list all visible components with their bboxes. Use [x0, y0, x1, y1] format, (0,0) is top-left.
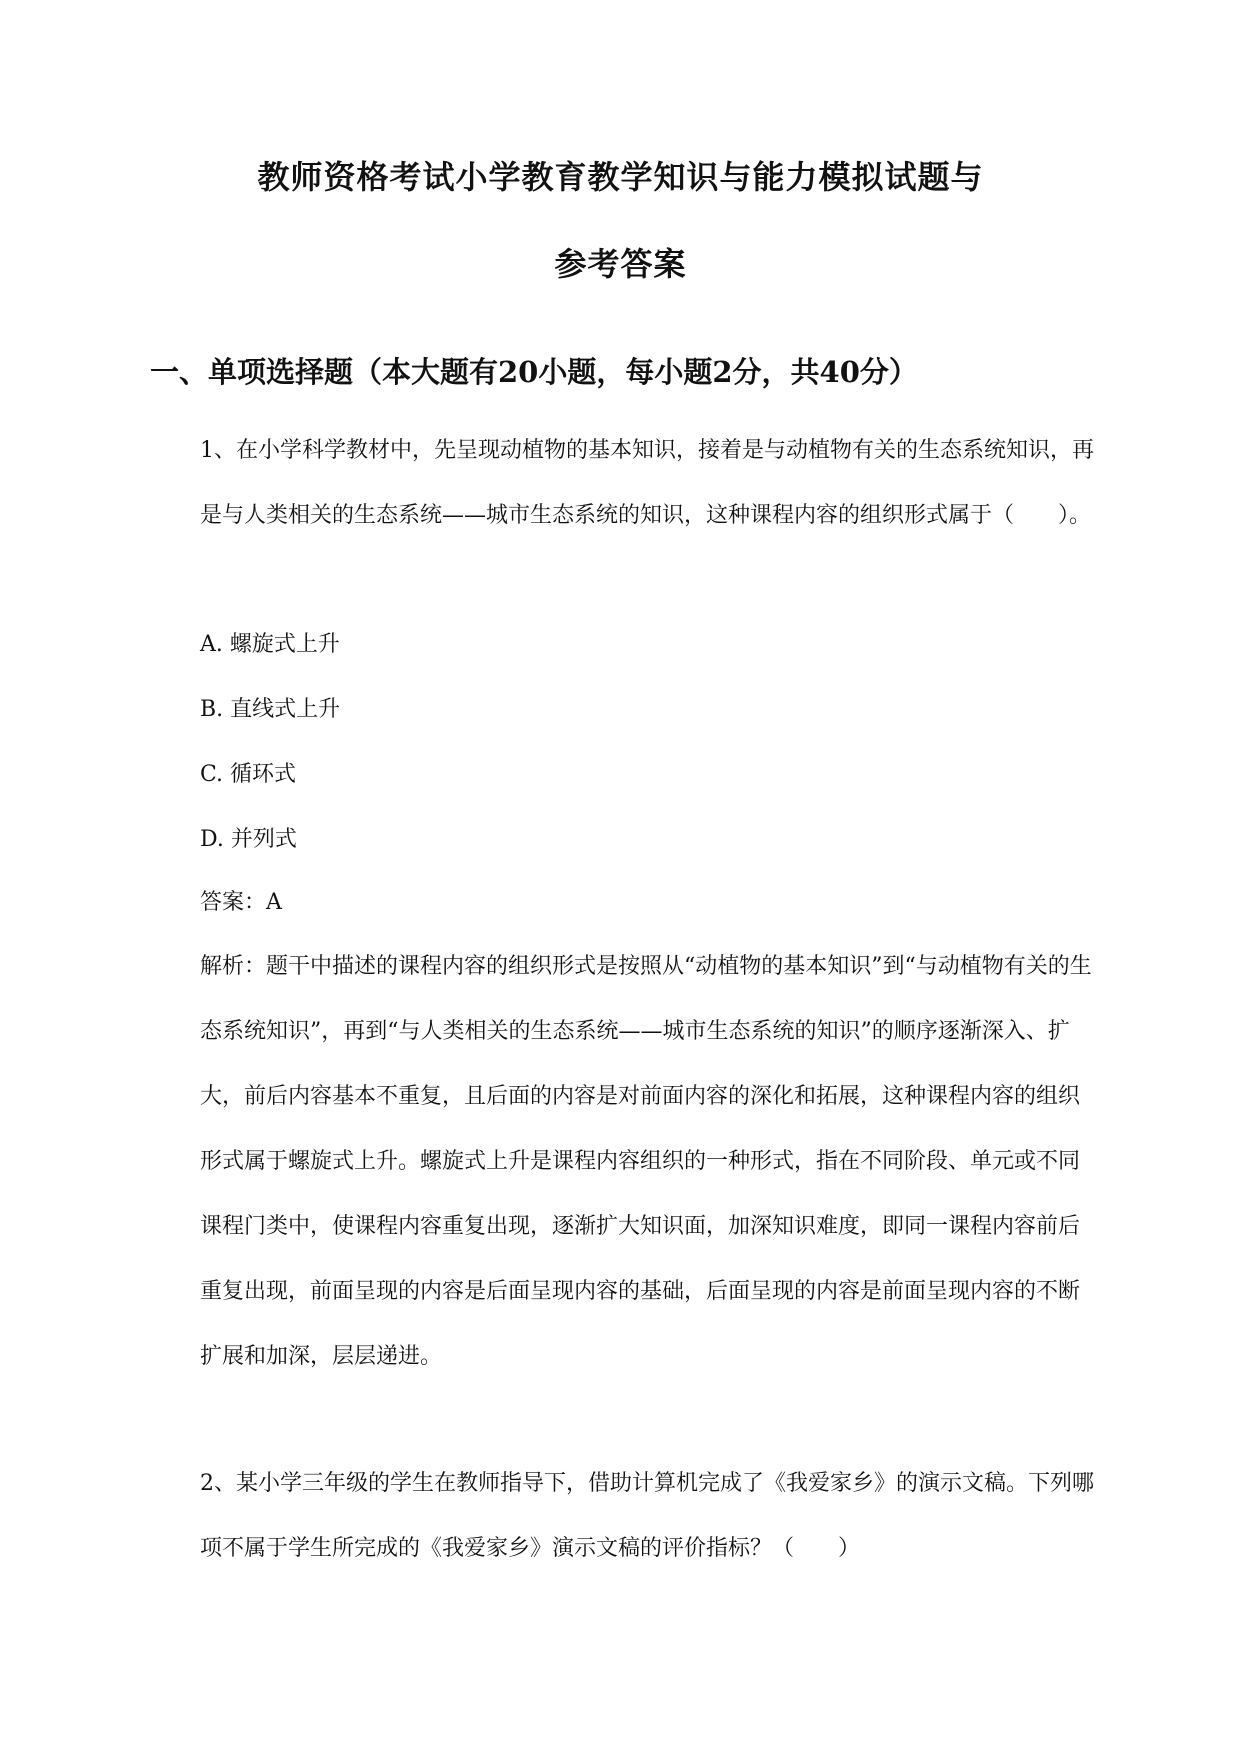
question-1-stem: [200, 418, 1096, 548]
question-1-analysis: 解析：题干中描述的课程内容的组织形式是按照从“动植物的基本知识”到“与动植物有关的生态系统知识”，再到“与人类相关的生态系统——城市生态系统的知识”的顺序逐渐深入、扩大，前后内容基本不重复，且后面的内容是对前面内容的深化和拓展，这种课程内容的组织形式属于螺旋式上升。螺旋式上升是课程内容组织的一种形式，指在不同阶段、单元或不同课程门类中，使课程内容重复出现，逐渐扩大知识面，加深知识难度，即同一课程内容前后重复出现，前面呈现的内容是后面呈现内容的基础，后面呈现的内容是前面呈现内容的不断扩展和加深，层层递进。: [200, 954, 1092, 1369]
question-1-options: [200, 612, 1096, 872]
question-1-stem-text: 1、在小学科学教材中，先呈现动植物的基本知识，接着是与动植物有关的生态系统知识，再是与人类相关的生态系统——城市生态系统的知识，这种课程内容的组织形式属于（ ）。: [200, 438, 1095, 528]
section-heading: 一、单项选择题（本大题有20小题，每小题2分，共40分）: [150, 355, 918, 389]
question-1-option-d: D. 并列式: [200, 827, 297, 852]
document-title-line-1: 教师资格考试小学教育教学知识与能力模拟试题与: [257, 158, 984, 196]
question-1-answer: 答案：A: [200, 890, 282, 915]
question-1-option-a: A. 螺旋式上升: [200, 632, 340, 657]
question-2-stem: 2、某小学三年级的学生在教师指导下，借助计算机完成了《我爱家乡》的演示文稿。下列哪项不属于学生所完成的《我爱家乡》演示文稿的评价指标？（ ）: [200, 1471, 1095, 1561]
question-1-option-c: C. 循环式: [200, 762, 297, 787]
question-1-option-b: B. 直线式上升: [200, 697, 341, 722]
document-title-line-2: 参考答案: [554, 245, 687, 283]
